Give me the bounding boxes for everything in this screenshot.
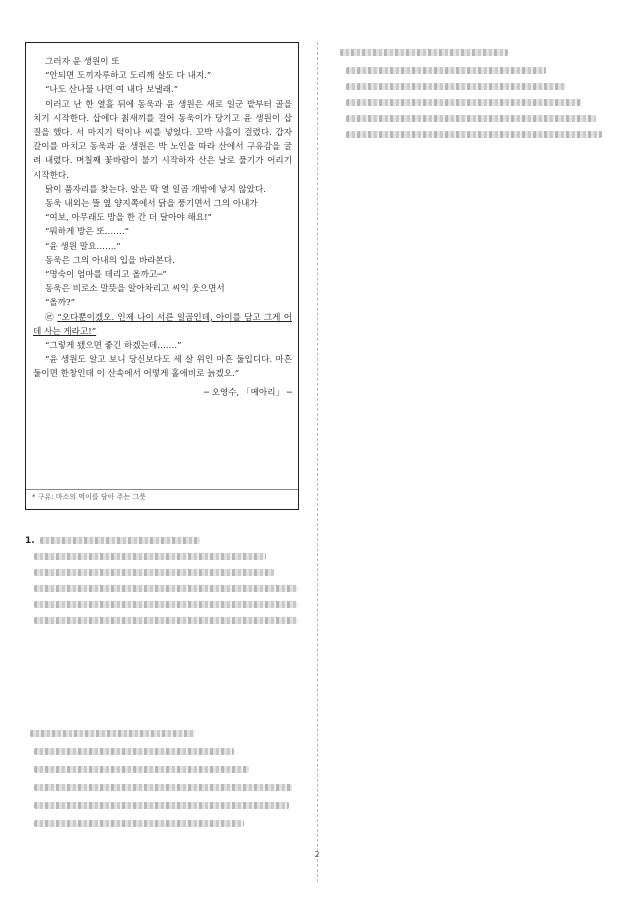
passage-source: ─ 오영수, 「메아리」 ─ [203, 387, 292, 398]
passage-line: 동욱은 비로소 말뜻을 알아차리고 씨익 웃으면서 [45, 284, 225, 295]
column-divider [317, 42, 318, 882]
passage-line: 그러자 윤 생원이 또 [45, 57, 120, 67]
passage-line: “명숙이 엄마를 데리고 올까고─” [45, 270, 167, 281]
question-number: 1. [25, 536, 35, 546]
passage-line: “그렇게 됐으면 좋긴 하겠는데…….” [45, 341, 182, 352]
passage-line: “여보, 아무래도 방을 한 간 더 달아야 해요!” [45, 213, 212, 224]
passage-line: “뭐하게 방은 또…….” [45, 227, 129, 238]
passage-line: “윤 생원도 알고 보니 당신보다도 세 살 위인 마흔 둘입디다. 마흔 둘이면 한창인데 이 산속에서 어떻게 홀애비로 늙겠오.” [33, 355, 292, 380]
marker-label: ㉣ [45, 312, 55, 323]
passage-paragraph: 이러고 난 한 열흘 뒤에 동욱과 윤 생원은 새로 일군 밭부터 골을 치기 시작한다. 삽에다 칡새끼를 걸어 동욱이가 당기고 윤 생원이 삽질을 했다. 서 마지기 턱이나 씨를 넣었다. 꼬박 사흘이 걸렸다. 갑자갈이를 마치고 동욱과 윤 생원은 박 노인을 따라 산에서 구유감을 굴려 내렸다. 며칠째 꽃바람이 불기 시작하자 산은 날로 풀기가 어리기 시작한다. [33, 99, 292, 181]
passage-line: 닭이 품자리를 찾는다. 알은 딱 열 일곱 개밖에 낳지 않았다. [45, 184, 266, 195]
marked-passage [33, 311, 292, 339]
passage-line: “안되면 도끼자루하고 도리깨 살도 다 내지.” [45, 71, 212, 82]
passage-line: “윤 생원 말요…….” [45, 241, 121, 252]
reading-passage-box [25, 42, 299, 510]
footnote: * 구유: 마소의 먹이를 담아 주는 그릇 [26, 489, 298, 504]
passage-line: “나도 산나물 나면 여 내다 보낼래.” [45, 85, 179, 96]
marked-text: “오다뿐이겠오. 인제 나이 서른 일곱인데, 아이를 담고 그게 어데 사는 게라고!” [33, 312, 292, 337]
page-number: 2 [314, 850, 320, 859]
passage-line: 동욱은 그의 아내의 입을 바라본다. [45, 255, 175, 266]
passage-line: “올까?” [45, 298, 75, 309]
passage-line: 동욱 내외는 뜰 옆 양지쪽에서 닭을 풍기면서 그의 아내가 [45, 199, 258, 210]
